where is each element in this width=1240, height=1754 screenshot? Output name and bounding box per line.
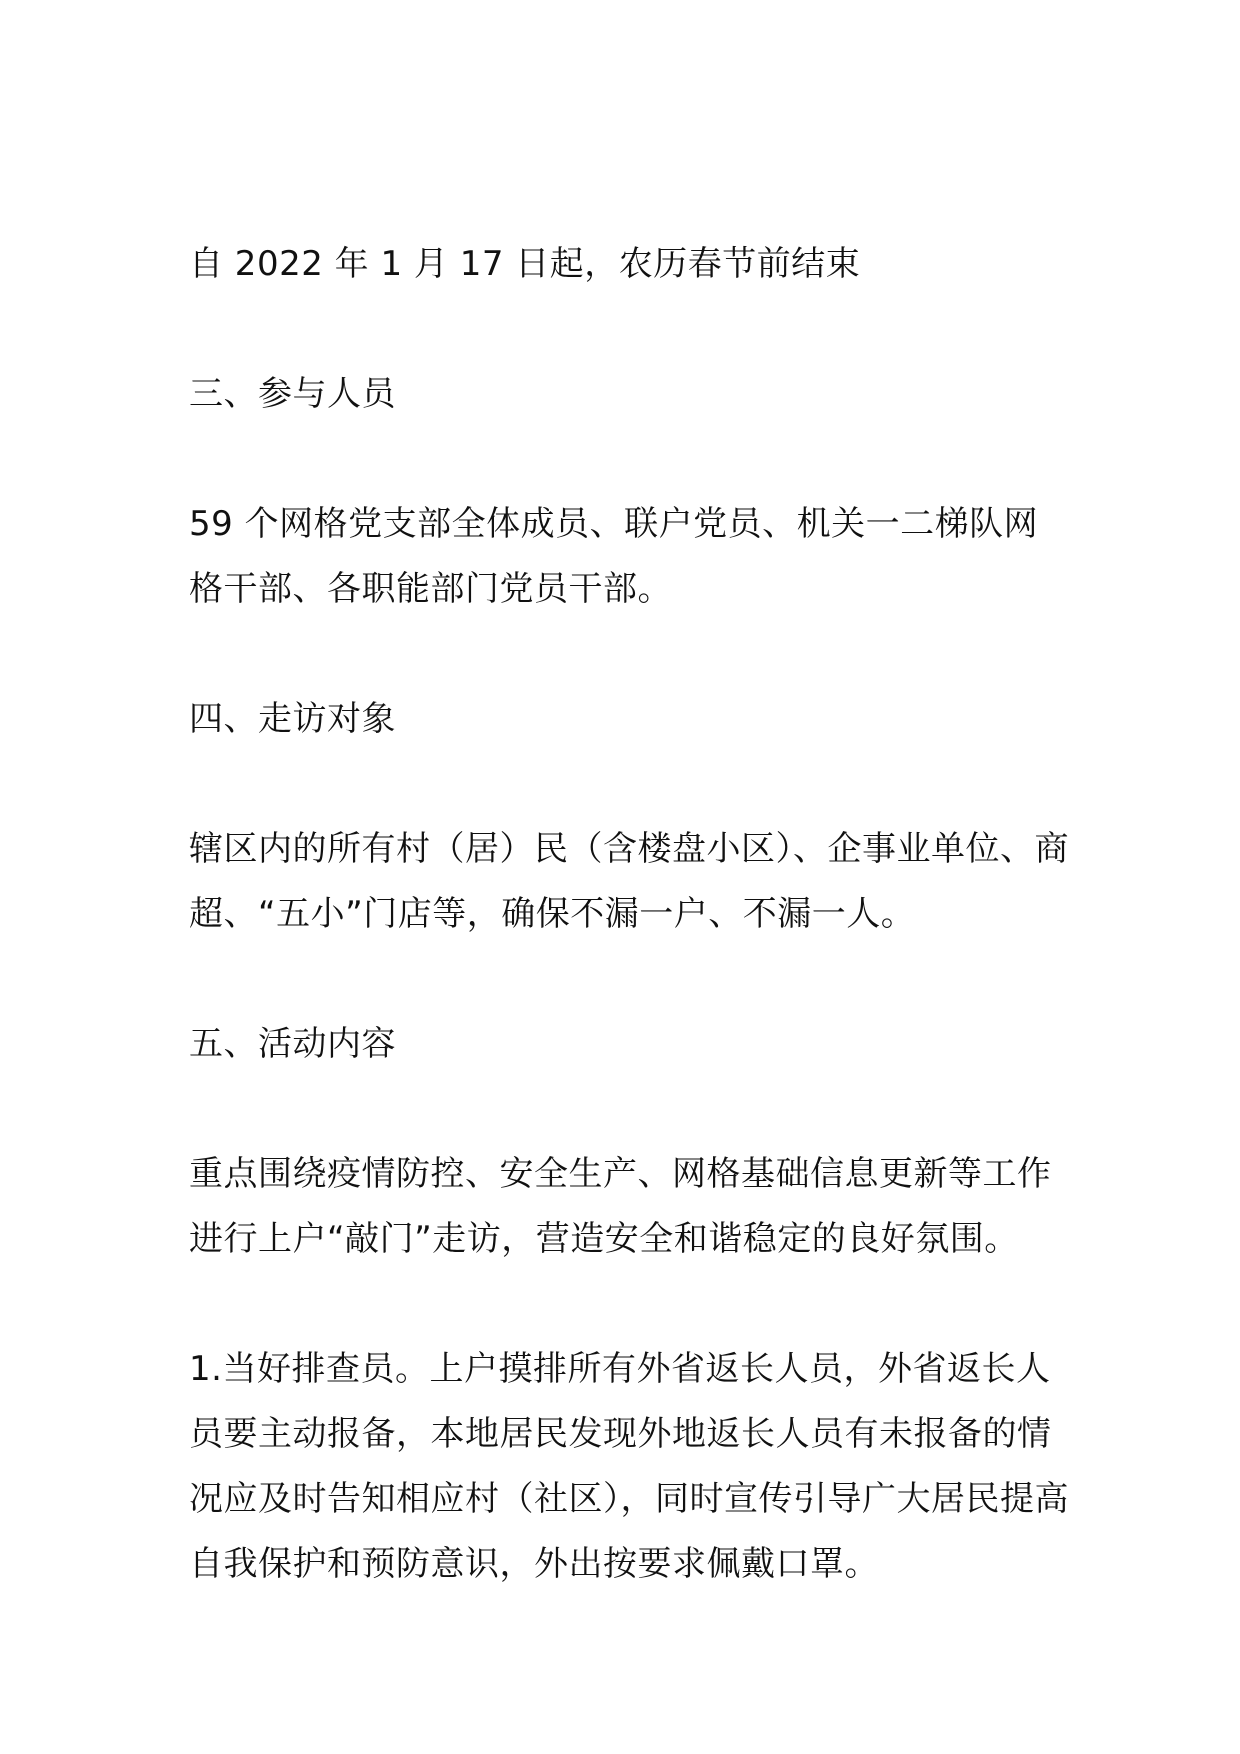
section-heading-activity-content: 五、活动内容 <box>189 1024 396 1064</box>
document-body <box>189 232 1069 1597</box>
visit-targets-text: 辖区内的所有村（居）民（含楼盘小区）、企事业单位、商超、“五小”门店等，确保不漏一户、不漏一人。 <box>189 829 1069 934</box>
participants-text: 59 个网格党支部全体成员、联户党员、机关一二梯队网格干部、各职能部门党员干部。 <box>189 504 1039 609</box>
section-heading-participants: 三、参与人员 <box>189 374 396 414</box>
screening-item-text: 1.当好排查员。上户摸排所有外省返长人员，外省返长人员要主动报备，本地居民发现外地返长人员有未报备的情况应及时告知相应村（社区），同时宣传引导广大居民提高自我保护和预防意识，外出按要求佩戴口罩。 <box>189 1349 1069 1584</box>
activity-period-text: 自 2022 年 1 月 17 日起，农历春节前结束 <box>189 244 861 284</box>
activity-content-text: 重点围绕疫情防控、安全生产、网格基础信息更新等工作进行上户“敲门”走访，营造安全和谐稳定的良好氛围。 <box>189 1154 1052 1259</box>
section-heading-visit-targets: 四、走访对象 <box>189 699 396 739</box>
